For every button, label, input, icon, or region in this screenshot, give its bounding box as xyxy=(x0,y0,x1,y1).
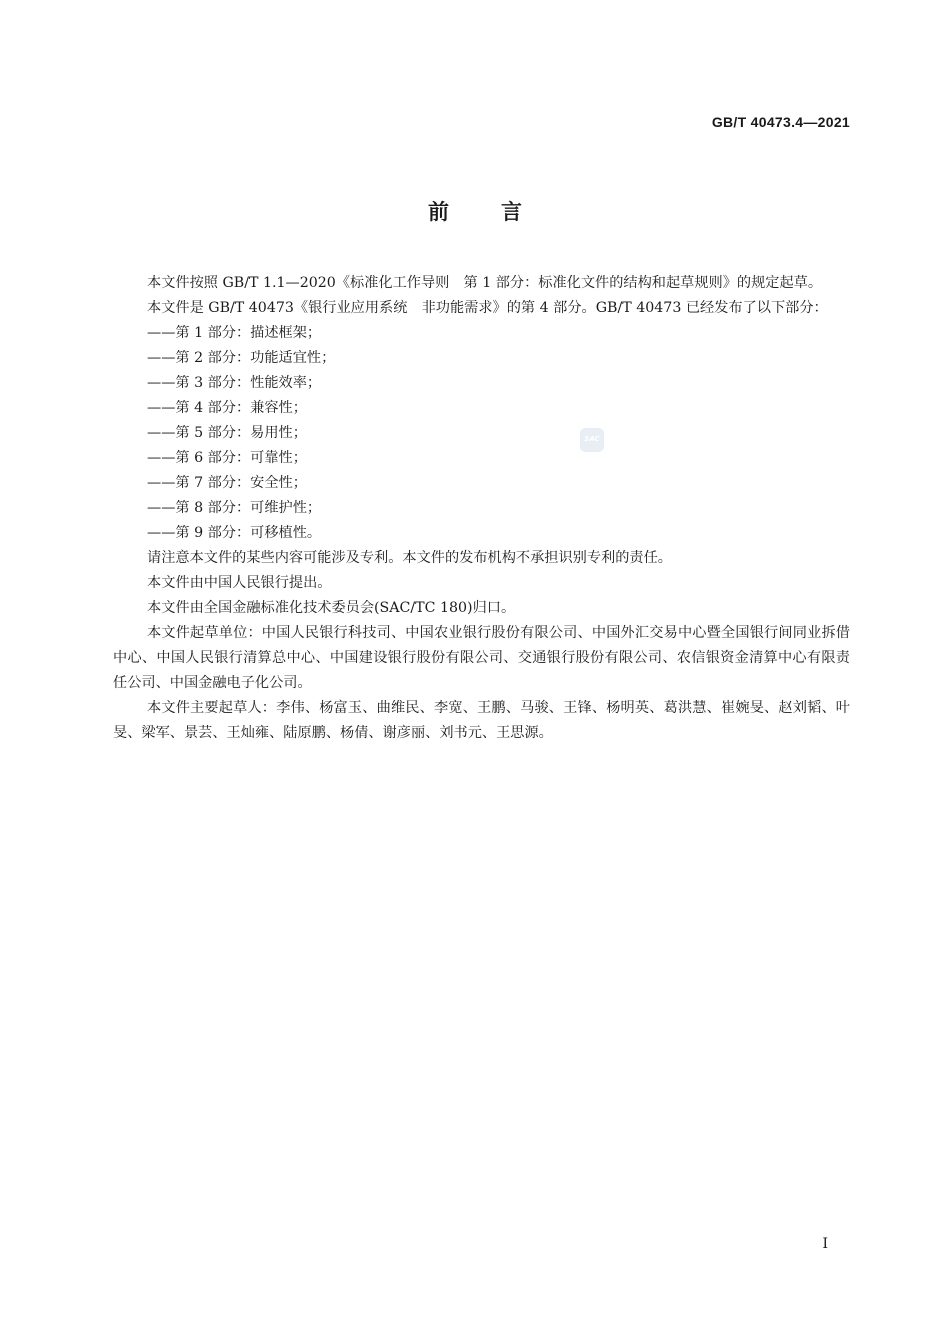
list-item: ——第 9 部分：可移植性。 xyxy=(147,525,322,541)
paragraph-patent-notice: 请注意本文件的某些内容可能涉及专利。本文件的发布机构不承担识别专利的责任。 xyxy=(147,550,672,566)
list-item: ——第 6 部分：可靠性； xyxy=(147,450,307,466)
paragraph-drafters: 本文件主要起草人：李伟、杨富玉、曲维民、李宽、王鹏、马骏、王锋、杨明英、葛洪慧、崔婉旻、赵刘韬、叶旻、梁军、景芸、王灿雍、陆原鹏、杨倩、谢彦丽、刘书元、王思源。 xyxy=(113,700,850,741)
list-item: ——第 5 部分：易用性； xyxy=(147,425,307,441)
page-number: I xyxy=(822,1236,828,1252)
foreword-body xyxy=(113,271,850,746)
parts-list xyxy=(113,321,850,546)
list-item: ——第 4 部分：兼容性； xyxy=(147,400,307,416)
page-title: 前言 xyxy=(428,200,574,224)
paragraph-drafting-rules: 本文件按照 GB/T 1.1—2020《标准化工作导则 第 1 部分：标准化文件的结构和起草规则》的规定起草。 xyxy=(147,275,823,291)
list-item: ——第 1 部分：描述框架； xyxy=(147,325,322,341)
list-item: ——第 7 部分：安全性； xyxy=(147,475,307,491)
paragraph-series-intro: 本文件是 GB/T 40473《银行业应用系统 非功能需求》的第 4 部分。GB/T 40473 已经发布了以下部分： xyxy=(147,300,828,316)
list-item: ——第 3 部分：性能效率； xyxy=(147,375,322,391)
watermark-text: SAC xyxy=(584,435,600,443)
list-item: ——第 8 部分：可维护性； xyxy=(147,500,322,516)
list-item: ——第 2 部分：功能适宜性； xyxy=(147,350,336,366)
standard-code: GB/T 40473.4—2021 xyxy=(711,114,850,130)
paragraph-drafting-units: 本文件起草单位：中国人民银行科技司、中国农业银行股份有限公司、中国外汇交易中心暨全国银行间同业拆借中心、中国人民银行清算总中心、中国建设银行股份有限公司、交通银行股份有限公司、农信银资金清算中心有限责任公司、中国金融电子化公司。 xyxy=(113,625,850,691)
paragraph-proposer: 本文件由中国人民银行提出。 xyxy=(147,575,332,591)
paragraph-committee: 本文件由全国金融标准化技术委员会(SAC/TC 180)归口。 xyxy=(147,600,516,616)
